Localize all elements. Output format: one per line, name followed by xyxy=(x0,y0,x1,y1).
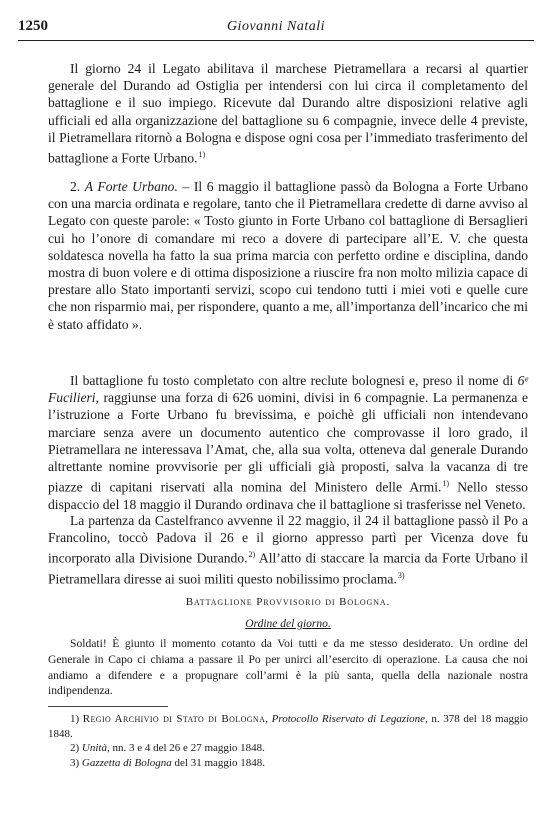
paragraph-3-text-a: Il battaglione fu tosto completato con altre reclute bolognesi e, preso il nome di xyxy=(70,373,518,388)
footnote-3 xyxy=(48,756,528,771)
section-number: 2. xyxy=(70,179,81,194)
page-number: 1250 xyxy=(18,18,48,34)
proclamation-title: Battaglione Provvisorio di Bologna. xyxy=(185,596,391,608)
footnote-1-archive: Regio Archivio di Stato di Bologna xyxy=(82,713,266,725)
footnote-1: 1) Regio Archivio di Stato di Bologna, Protocollo Riservato di Legazione, n. 378 del 18 maggio 1848. xyxy=(48,713,529,740)
footnote-1-mark: 1) xyxy=(70,713,80,725)
paragraph-1 xyxy=(48,60,528,167)
paragraph-4-text-b: All’atto di staccare la marcia da Forte Urbano il Pietramellara diresse ai suoi militi questo nobilissimo proclama. xyxy=(48,550,528,587)
footnote-1-detail: , n. 378 del 18 maggio 1848. xyxy=(48,713,529,740)
paragraph-4 xyxy=(48,512,528,588)
footnote-ref-3[interactable]: 3) xyxy=(397,571,405,581)
paragraph-2-text: – Il 6 maggio il battaglione passò da Bologna a Forte Urbano con una marcia ordinata e regolare, tanto che il Pietramellara credette di darne avviso al Legato con queste parole: « Tosto giunto in Forte Urbano col battaglione di Bersaglieri cui ho l’onore di comandare mi reco a dovere di partecipare all’E. V. che questa soldatesca novella ha fatto la sua prima marcia con perfetto ordine e disciplina, dando mostra di buon volere e di ottima disposizione a riuscire fra non molto milizia capace di prestare allo Stato importanti servizi, scopo cui tendono tutti i miei voti e quelle cure che non risparmio mai, per rispondere, quanto a me, all’importanza dell’incarico che mi è stato affidato ». xyxy=(48,179,528,332)
proclamation-subtitle: Ordine del giorno. xyxy=(245,618,331,630)
section-heading: A Forte Urbano. xyxy=(84,179,178,194)
footnote-3-source: Gazzetta di Bologna xyxy=(81,756,172,769)
unit-name: 6ᵉ Fucilieri xyxy=(48,373,528,406)
footnote-ref-1b[interactable]: 1) xyxy=(442,479,450,489)
paragraph-3-text-c: Nello stesso dispaccio del 18 maggio il Durando ordinava che il battaglione si trasferisse nel Veneto. xyxy=(48,479,528,512)
footnote-ref-1[interactable]: 1) xyxy=(198,150,206,160)
paragraph-3 xyxy=(48,372,528,513)
footnote-3-mark: 3) xyxy=(70,756,80,769)
running-title: Giovanni Natali xyxy=(226,19,326,34)
footnote-2-source: Unità xyxy=(81,742,107,755)
paragraph-1-text: Il giorno 24 il Legato abilitava il marchese Pietramellara a recarsi al quartier generale del Durando ad Ostiglia per intendersi con lui circa il completamento del battaglione e il suo impiego. Ricevute dal Durando altre disposizioni relative agli ufficiali ed alla organizzazione del battaglione su 6 compagnie, invece delle 4 previste, il Pietramellara ritornò a Bologna e dispose ogni cosa per l’immediato trasferimento del battaglione a Forte Urbano. xyxy=(48,61,528,166)
footnote-2 xyxy=(48,741,528,756)
proclamation-paragraph: Soldati! È giunto il momento cotanto da Voi tutti e da me stesso desiderato. Un ordine del Generale in Capo ci chiama a passare il Po per unirci all’esercito di operazione. La causa che noi andiamo a difendere e a propugnare coll’armi è la più santa, quella della nazionale nostra indipendenza. xyxy=(48,637,528,698)
footnote-2-mark: 2) xyxy=(70,742,80,755)
footnote-2-detail: , nn. 3 e 4 del 26 e 27 maggio 1848. xyxy=(106,742,265,755)
running-header xyxy=(18,18,534,38)
paragraph-2 xyxy=(48,178,528,333)
proclamation-text xyxy=(48,636,528,699)
paragraph-3-text-b: , raggiunse una forza di 626 uomini, divisi in 6 compagnie. La permanenza e l’istruzione a Forte Urbano fu brevissima, e poichè gli ufficiali non intendevano marciare senza avere un documento autentico che comprovasse il loro grado, il Pietramellara ne interessava l’Amat, che, alla sua volta, otteneva dal generale Durando altrettante nomine provvisorie per gli ufficiali già proposti, salva la vacanza di tre piazze di capitani riservati alla nomina del Ministero delle Armi. xyxy=(48,390,528,495)
paragraph-4-text-a: La partenza da Castelfranco avvenne il 22 maggio, il 24 il battaglione passò il Po a Francolino, toccò Padova il 26 e il giorno appresso partì per Vicenza dove fu incorporato alla Divisione Durando. xyxy=(48,513,528,566)
footnote-rule xyxy=(48,706,168,707)
footnote-1-source: Protocollo Riservato di Legazione xyxy=(271,713,426,725)
footnotes xyxy=(48,712,528,770)
footnote-3-detail: del 31 maggio 1848. xyxy=(171,756,265,769)
footnote-ref-2[interactable]: 2) xyxy=(248,550,256,560)
header-rule xyxy=(18,40,534,41)
